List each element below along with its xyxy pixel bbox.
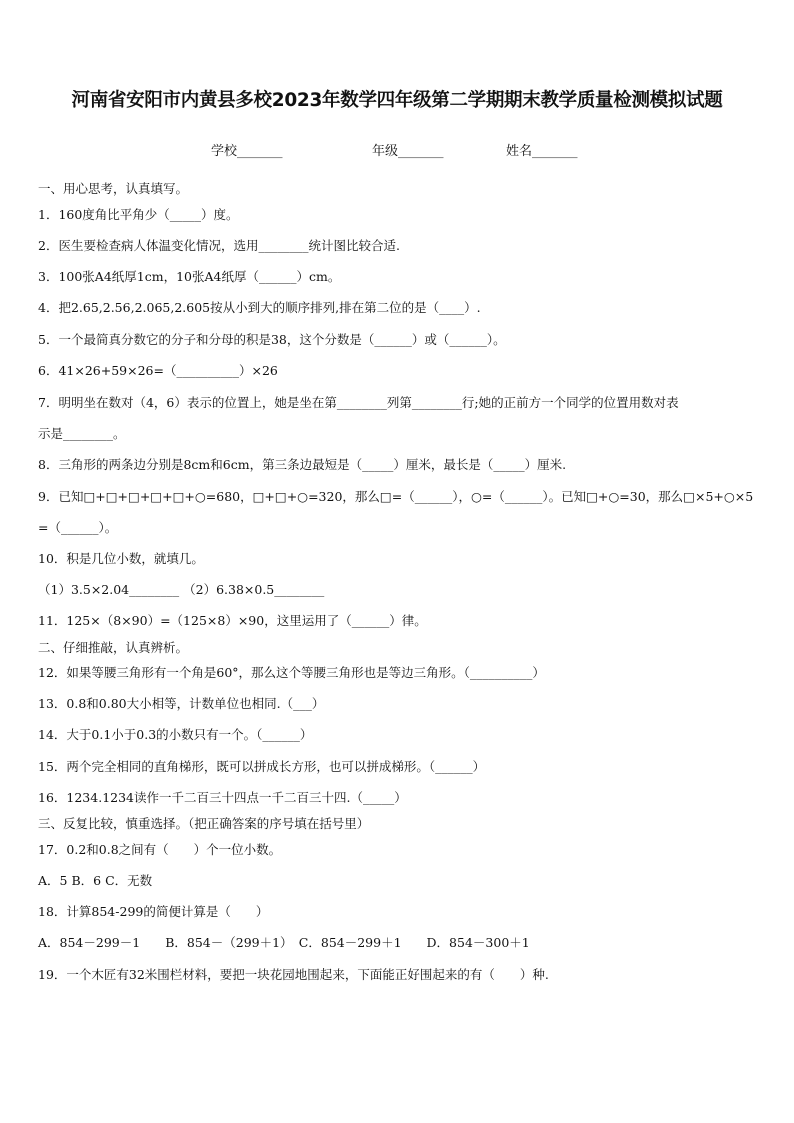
question-line: 7．明明坐在数对（4，6）表示的位置上，她是坐在第________列第________行;她的正前方一个同学的位置用数对表 — [38, 395, 679, 410]
option-line: A．5 B．6 C．无数 — [38, 873, 153, 888]
question-line: 4．把2.65,2.56,2.065,2.605按从小到大的顺序排列,排在第二位的是（____）. — [38, 300, 481, 315]
section-heading: 三、反复比较，慎重选择。（把正确答案的序号填在括号里） — [38, 816, 370, 831]
question-line: 5．一个最简真分数它的分子和分母的积是38，这个分数是（______）或（______）。 — [38, 332, 506, 347]
question-line: 1．160度角比平角少（_____）度。 — [38, 207, 239, 222]
question-line: 12．如果等腰三角形有一个角是60°，那么这个等腰三角形也是等边三角形。（__________） — [38, 665, 545, 680]
page-title: 河南省安阳市内黄县多校2023年数学四年级第二学期期末教学质量检测模拟试题 — [71, 90, 723, 111]
question-line: 13．0.8和0.80大小相等，计数单位也相同.（___） — [38, 696, 325, 711]
question-line: 6．41×26+59×26=（__________）×26 — [38, 363, 278, 378]
grade-field: 年级_______ — [372, 144, 444, 159]
question-line: 16．1234.1234读作一千二百三十四点一千二百三十四.（_____） — [38, 790, 407, 805]
question-line: 3．100张A4纸厚1cm，10张A4纸厚（______）cm。 — [38, 269, 341, 284]
question-line: 19．一个木匠有32米围栏材料，要把一块花园地围起来，下面能正好围起来的有（ ）种. — [38, 967, 549, 982]
question-line: （1）3.5×2.04________ （2）6.38×0.5________ — [38, 582, 325, 597]
question-line: =（______）。 — [38, 520, 118, 535]
question-line: 2．医生要检查病人体温变化情况，选用________统计图比较合适. — [38, 238, 400, 253]
name-field: 姓名_______ — [506, 144, 578, 159]
question-line: 10．积是几位小数，就填几。 — [38, 551, 204, 566]
section-heading: 二、仔细推敲，认真辨析。 — [38, 640, 189, 655]
section-heading: 一、用心思考，认真填写。 — [38, 181, 189, 196]
question-line: 17．0.2和0.8之间有（ ）个一位小数。 — [38, 842, 282, 857]
question-line: 示是________。 — [38, 426, 126, 441]
option-line: A．854－299－1 B．854－（299＋1） C．854－299＋1 D．854－300＋1 — [38, 935, 530, 950]
question-line: 9．已知□+□+□+□+□+○=680，□+□+○=320，那么□=（______），○=（______）。已知□+○=30，那么□×5+○×5 — [38, 489, 754, 504]
question-line: 8．三角形的两条边分别是8cm和6cm，第三条边最短是（_____）厘米，最长是（_____）厘米. — [38, 457, 567, 472]
question-line: 18．计算854-299的简便计算是（ ） — [38, 904, 269, 919]
school-field: 学校_______ — [211, 144, 283, 159]
question-line: 14．大于0.1小于0.3的小数只有一个。（______） — [38, 727, 313, 742]
question-line: 11．125×（8×90）=（125×8）×90，这里运用了（______）律。 — [38, 613, 427, 628]
question-line: 15．两个完全相同的直角梯形，既可以拼成长方形，也可以拼成梯形。（______） — [38, 759, 486, 774]
